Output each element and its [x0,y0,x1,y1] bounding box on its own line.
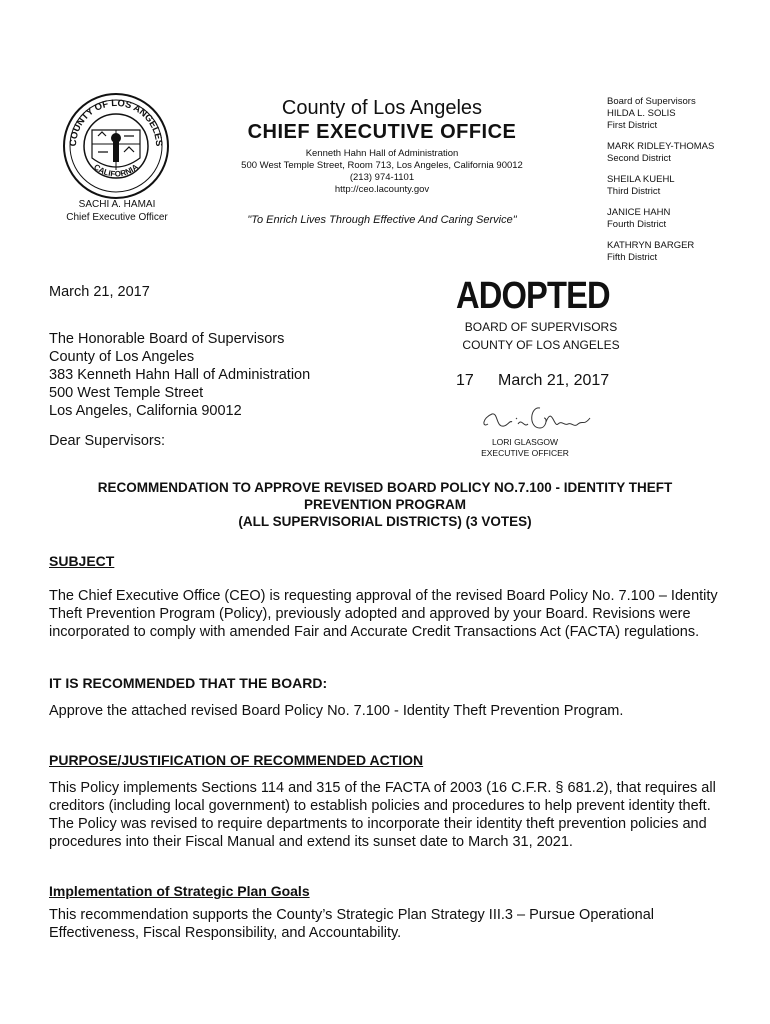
title-line: (ALL SUPERVISORIAL DISTRICTS) (3 VOTES) [238,514,532,529]
member-name: KATHRYN BARGER [607,240,695,251]
salutation: Dear Supervisors: [49,433,166,449]
website-link[interactable]: http://ceo.lacounty.gov [334,184,430,195]
letter-date: March 21, 2017 [49,284,150,300]
address-line: 500 West Temple Street [49,385,204,401]
member-name: SHEILA KUEHL [607,174,675,185]
svg-text:CALIFORNIA: CALIFORNIA [92,162,140,179]
purpose-heading: PURPOSE/JUSTIFICATION OF RECOMMENDED ACTION [49,752,424,768]
member-district: First District [607,120,658,131]
address-line: 383 Kenneth Hahn Hall of Administration [49,367,311,383]
address-line: The Honorable Board of Supervisors [49,331,285,347]
stamp-board-line: BOARD OF SUPERVISORS [464,320,618,334]
executive-name: SACHI A. HAMAI [78,199,156,210]
hall-name: Kenneth Hahn Hall of Administration [305,148,459,159]
title-line: RECOMMENDATION TO APPROVE REVISED BOARD POLICY NO.7.100 - IDENTITY THEFT [97,480,673,495]
subject-paragraph: The Chief Executive Office (CEO) is requesting approval of the revised Board Policy No. 7.100 – Identity Theft Prevention Program (Policy), previously adopted and approved by your Board. Revisions were incorporated to comply with amended Fair and Accurate Credit Transactions Act (FACTA) regulations. [49,588,718,640]
officer-title: EXECUTIVE OFFICER [481,448,569,458]
office-name: CHIEF EXECUTIVE OFFICE [247,121,517,143]
member-district: Fifth District [607,252,658,263]
handwritten-signature [478,398,598,434]
member-district: Fourth District [607,219,667,230]
adopted-stamp: ADOPTED [456,275,610,317]
officer-name: LORI GLASGOW [491,437,559,447]
board-of-supervisors-list [607,96,714,264]
subject-heading: SUBJECT [49,553,115,569]
recommended-paragraph: Approve the attached revised Board Policy No. 7.100 - Identity Theft Prevention Program. [49,703,624,719]
svg-text:COUNTY OF LOS ANGELES: COUNTY OF LOS ANGELES [67,97,165,147]
address-line: County of Los Angeles [49,349,195,365]
adopted-date: March 21, 2017 [498,372,610,389]
member-name: HILDA L. SOLIS [607,108,676,119]
recipient-address [49,330,310,420]
recommended-heading: IT IS RECOMMENDED THAT THE BOARD: [49,675,328,691]
agenda-item-number: 17 [456,372,474,389]
address-line: Los Angeles, California 90012 [49,403,242,419]
motto: "To Enrich Lives Through Effective And Caring Service" [247,214,517,226]
county-name: County of Los Angeles [281,97,483,119]
stamp-county-line: COUNTY OF LOS ANGELES [462,338,620,352]
member-name: MARK RIDLEY-THOMAS [607,141,715,152]
member-name: JANICE HAHN [607,207,671,218]
title-line: PREVENTION PROGRAM [303,497,466,512]
executive-title: Chief Executive Officer [66,212,168,223]
phone-number: (213) 974-1101 [349,172,415,183]
county-seal-logo [62,92,170,200]
purpose-paragraph: This Policy implements Sections 114 and 315 of the FACTA of 2003 (16 C.F.R. § 681.2), that requires all creditors (including local government) to establish policies and procedures to help prevent identity theft. The Policy was revised to require departments to incorporate their identity theft prevention policies and procedures into their Fiscal Manual and extend its sunset date to March 31, 2021. [49,780,716,850]
strategic-plan-paragraph: This recommendation supports the County’s Strategic Plan Strategy III.3 – Pursue Operational Effectiveness, Fiscal Responsibility, and Accountability. [49,907,655,941]
board-heading: Board of Supervisors [607,96,696,107]
recommendation-title [40,479,730,530]
street-address: 500 West Temple Street, Room 713, Los Angeles, California 90012 [241,160,523,171]
strategic-plan-heading: Implementation of Strategic Plan Goals [49,883,310,899]
member-district: Second District [607,153,671,164]
member-district: Third District [607,186,661,197]
